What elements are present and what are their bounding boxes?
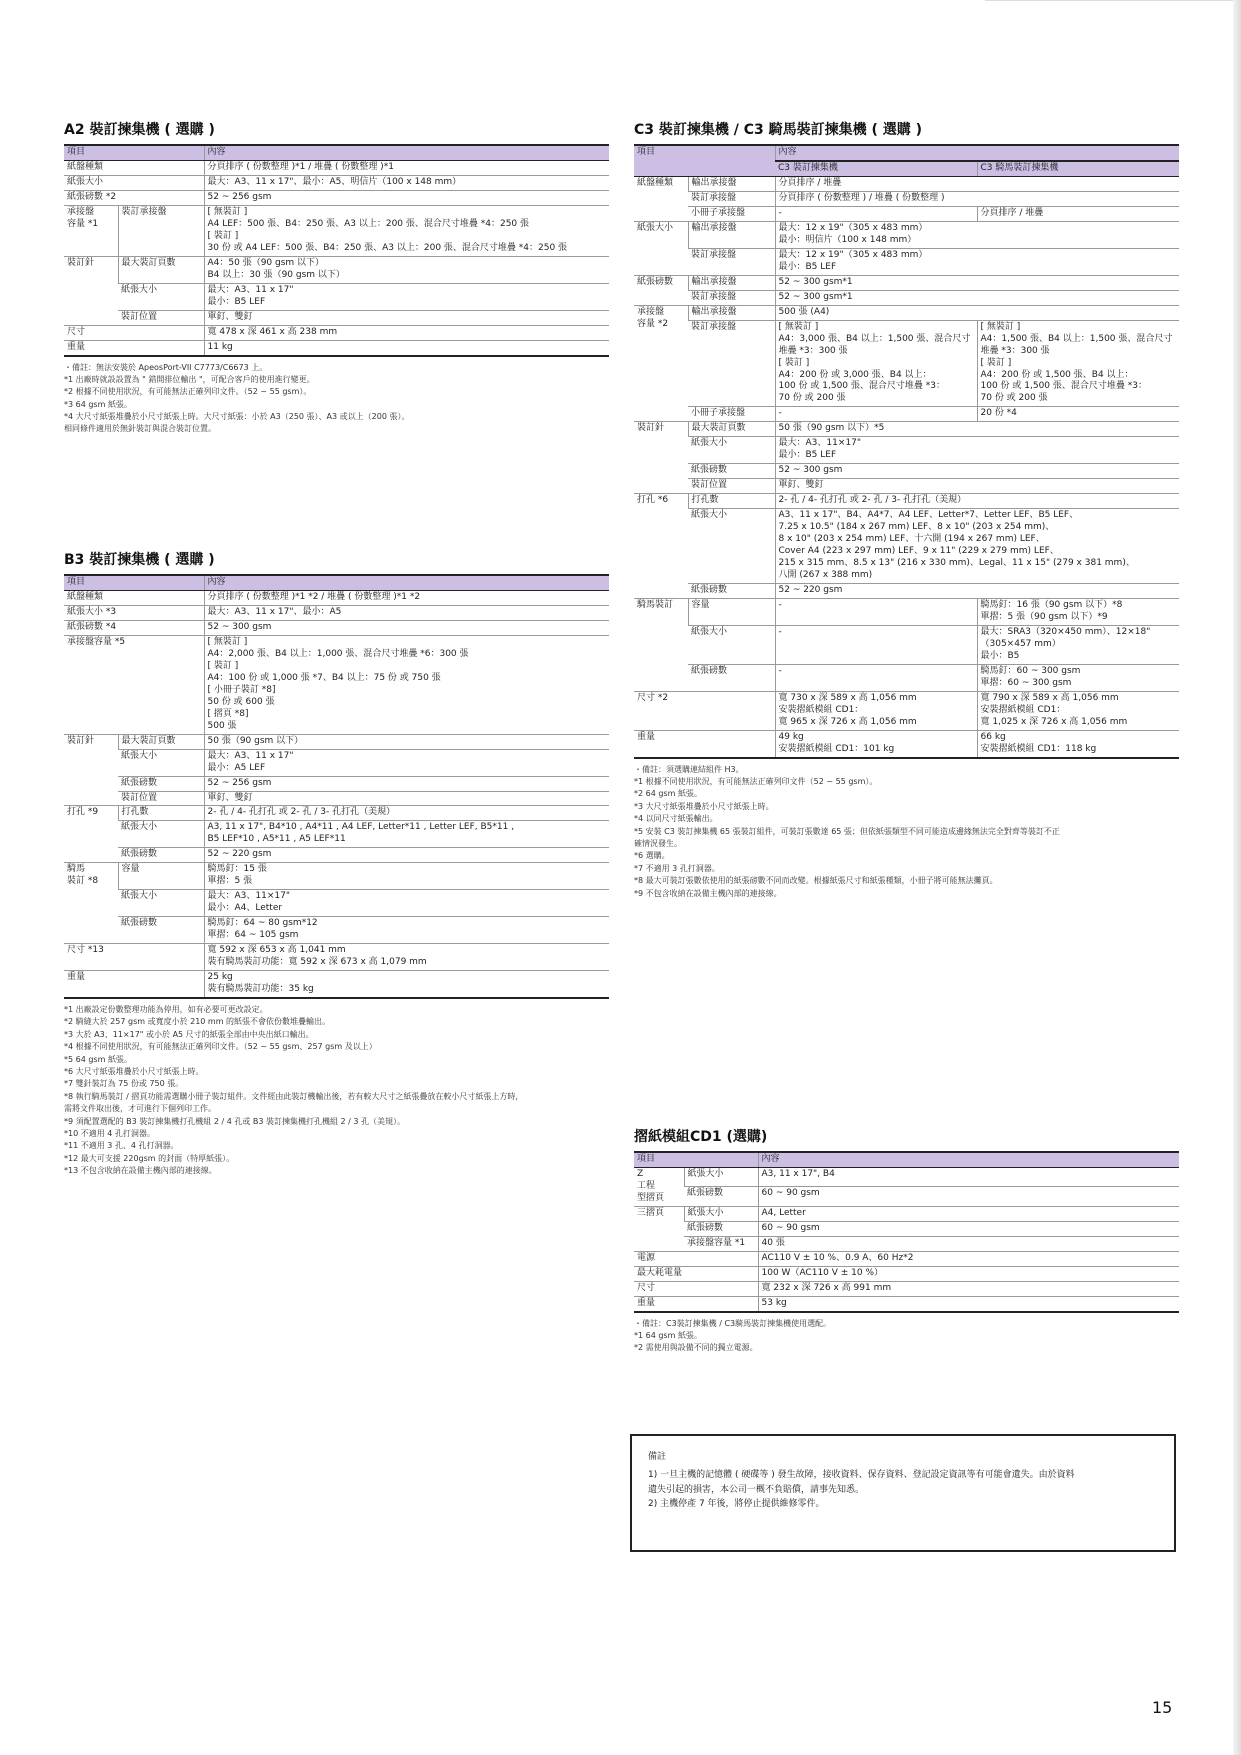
- footnote: *4 大尺寸紙張堆疊於小尺寸紙張上時。大尺寸紙張：小於 A3（250 張）、A3 或以上（200 張）。 相同條件適用於無針裝訂與混合裝訂位置。: [64, 412, 410, 434]
- table-cell: 騎馬 裝訂 *8: [64, 863, 118, 944]
- table-row: [634, 584, 1179, 599]
- table-cell: 重量: [64, 340, 204, 355]
- table-row: [634, 730, 1179, 757]
- footnote: *1 64 gsm 紙張。: [634, 1331, 702, 1341]
- table-cell: 承接盤 容量 *1: [64, 205, 118, 256]
- footnote: *4 根據不同使用狀況，有可能無法正確列印文件。（52 ~ 55 gsm、257 gsm 及以上）: [64, 1042, 377, 1052]
- table-cell: 輸出承接盤: [688, 176, 775, 191]
- table-cell: 輸出承接盤: [688, 221, 775, 248]
- table-header-row: [634, 1152, 1179, 1167]
- table-row: [64, 776, 609, 791]
- table-cell: C3 裝訂揀集機: [775, 161, 977, 176]
- footnote: *2 騎縫大於 257 gsm 或寬度小於 210 mm 的紙張不會依份數堆疊輸出。: [64, 1017, 331, 1027]
- table-cell: 最大裝訂頁數: [118, 256, 204, 283]
- table-cell: [ 無裝訂 ] A4：2,000 張、B4 以上：1,000 張、混合尺寸堆疊 *6：300 張 [ 裝訂 ] A4：100 份 或 1,000 張 *7、B4 以上：75 份 或 750 張 [ 小冊子裝訂 *8] 50 份 或 600 張 [ 摺頁 *8] 500 張: [204, 635, 609, 734]
- table-cell: 分頁排序 ( 份數整理 )*1 *2 / 堆疊 ( 份數整理 )*1 *2: [204, 590, 609, 605]
- table-cell: 裝訂承接盤: [688, 191, 775, 206]
- table-row: [634, 176, 1179, 191]
- table-row: [64, 806, 609, 821]
- table-cell: 52 ~ 300 gsm: [775, 464, 1179, 479]
- table-cell: 裝訂位置: [118, 791, 204, 806]
- footnote: *10 不適用 4 孔打洞器。: [64, 1128, 155, 1138]
- table-cell: 項目: [634, 145, 775, 176]
- table-row: [634, 248, 1179, 275]
- table-cell: 40 張: [758, 1236, 1179, 1251]
- c3-footnotes: [634, 764, 1179, 900]
- footnote: *4 以同尺寸紙張輸出。: [634, 814, 718, 824]
- table-cell: 電源: [634, 1251, 758, 1266]
- table-cell: 承接盤容量 *1: [684, 1236, 758, 1251]
- table-cell: 紙張大小: [688, 509, 775, 584]
- table-cell: 最大：12 x 19"（305 x 483 mm） 最小：明信片（100 x 148 mm）: [775, 221, 1179, 248]
- table-cell: [ 無裝訂 ] A4：3,000 張、B4 以上：1,500 張、混合尺寸堆疊 *3：300 張 [ 裝訂 ] A4：200 份 或 3,000 張、B4 以上： 100 份 或 1,500 張、混合尺寸堆疊 *3： 70 份 或 200 張: [775, 320, 977, 407]
- table-cell: 單釘、雙釘: [204, 310, 609, 325]
- table-row: [634, 275, 1179, 290]
- table-row: [64, 917, 609, 944]
- table-row: [634, 664, 1179, 691]
- b3-footnotes: [64, 1004, 609, 1177]
- table-row: [634, 422, 1179, 437]
- table-cell: 寬 790 x 深 589 x 高 1,056 mm 安裝摺紙模組 CD1： 寬 1,025 x 深 726 x 高 1,056 mm: [977, 691, 1179, 730]
- cd1-folder-title: 摺紙模組CD1 (選購): [634, 1129, 768, 1145]
- table-cell: 項目: [64, 145, 204, 160]
- table-cell: 寬 478 x 深 461 x 高 238 mm: [204, 325, 609, 340]
- table-row: [64, 749, 609, 776]
- table-cell: 最大：A3、11 x 17" 最小：B5 LEF: [204, 283, 609, 310]
- a2-spec-table: [64, 144, 609, 357]
- table-row: [634, 407, 1179, 422]
- table-row: [634, 509, 1179, 584]
- table-row: [634, 1206, 1179, 1221]
- table-cell: 紙張磅數: [118, 776, 204, 791]
- table-cell: 騎馬釘：15 張 單摺：5 張: [204, 863, 609, 890]
- footnote: *3 大尺寸紙張堆疊於小尺寸紙張上時。: [634, 801, 774, 811]
- footnote: *3 大於 A3、11×17" 或小於 A5 尺寸的紙張全部由中央出紙口輸出。: [64, 1029, 314, 1039]
- table-cell: 三摺頁: [634, 1206, 684, 1251]
- table-cell: 最大裝訂頁數: [688, 422, 775, 437]
- table-row: [634, 437, 1179, 464]
- footnote: *6 選購。: [634, 851, 670, 861]
- table-cell: 分頁排序 ( 份數整理 )*1 / 堆疊 ( 份數整理 )*1: [204, 160, 609, 175]
- table-cell: 騎馬釘：16 張（90 gsm 以下）*8 單摺：5 張（90 gsm 以下）*9: [977, 598, 1179, 625]
- table-cell: 500 張 (A4): [775, 305, 1179, 320]
- table-cell: 尺寸 *13: [64, 944, 204, 971]
- table-row: [634, 206, 1179, 221]
- footnote: ・備註：須選購連結組件 H3。: [634, 764, 744, 774]
- table-cell: 紙張磅數 *2: [64, 190, 204, 205]
- table-cell: AC110 V ± 10 %、0.9 A、60 Hz*2: [758, 1251, 1179, 1266]
- table-cell: 紙張大小: [684, 1206, 758, 1221]
- table-cell: 單釘、雙釘: [204, 791, 609, 806]
- table-cell: 紙張大小: [118, 749, 204, 776]
- table-cell: 裝訂承接盤: [118, 205, 204, 256]
- remarks-title: 備註: [648, 1452, 667, 1462]
- table-cell: [ 無裝訂 ] A4：1,500 張、B4 以上：1,500 張、混合尺寸堆疊 *3：300 張 [ 裝訂 ] A4：200 份 或 1,500 張、B4 以上： 100 份 或 1,500 張、混合尺寸堆疊 *3： 70 份 或 200 張: [977, 320, 1179, 407]
- b3-finisher-section: [64, 549, 609, 1178]
- remarks-item: 1) 一旦主機的記憶體 ( 硬碟等 ) 發生故障，接收資料、保存資料、登記設定資訊等有可能會遺失。由於資料 遺失引起的損害，本公司一概不負賠償，請事先知悉。: [648, 1470, 1075, 1495]
- table-row: [634, 1167, 1179, 1186]
- page-number: 15: [1152, 1698, 1173, 1717]
- table-cell: 25 kg 裝有騎馬裝訂功能：35 kg: [204, 971, 609, 998]
- table-cell: 紙張磅數: [688, 464, 775, 479]
- table-cell: 49 kg 安裝摺紙模組 CD1：101 kg: [775, 730, 977, 757]
- table-cell: 裝訂位置: [118, 310, 204, 325]
- table-cell: 打孔數: [118, 806, 204, 821]
- table-row: [64, 605, 609, 620]
- table-row: [634, 598, 1179, 625]
- table-row: [634, 305, 1179, 320]
- footnote: ・備註：無法安裝於 ApeosPort-VII C7773/C6673 上。: [64, 362, 268, 372]
- table-cell: 內容: [204, 575, 609, 590]
- table-row: [634, 320, 1179, 407]
- b3-spec-table: [64, 574, 609, 999]
- table-cell: 最大：A3、11×17" 最小：B5 LEF: [775, 437, 1179, 464]
- table-cell: 裝訂承接盤: [688, 290, 775, 305]
- table-cell: -: [775, 664, 977, 691]
- table-row: [634, 1281, 1179, 1296]
- table-cell: 紙張磅數: [634, 275, 688, 305]
- table-cell: 項目: [634, 1152, 758, 1167]
- c3-finisher-title: C3 裝訂揀集機 / C3 騎馬裝訂揀集機 ( 選購 ): [634, 122, 923, 138]
- remarks-box: [630, 1434, 1176, 1552]
- table-row: [64, 635, 609, 734]
- table-cell: 最大：A3、11 x 17" 最小：A5 LEF: [204, 749, 609, 776]
- table-cell: -: [775, 206, 977, 221]
- table-row: [64, 620, 609, 635]
- table-cell: 紙盤種類: [64, 590, 204, 605]
- c3-spec-table: [634, 144, 1179, 759]
- table-cell: [ 無裝訂 ] A4 LEF：500 張、B4：250 張、A3 以上：200 張、混合尺寸堆疊 *4：250 張 [ 裝訂 ] 30 份 或 A4 LEF：500 張、B4：250 張、A3 以上：200 張、混合尺寸堆疊 *4：250 張: [204, 205, 609, 256]
- table-row: [64, 190, 609, 205]
- table-cell: 2- 孔 / 4- 孔打孔 或 2- 孔 / 3- 孔打孔（美規）: [775, 494, 1179, 509]
- remarks-item: 2) 主機停產 7 年後，將停止提供維修零件。: [648, 1499, 825, 1510]
- cd1-folder-section: [634, 1126, 1179, 1355]
- table-cell: 騎馬裝訂: [634, 598, 688, 691]
- a2-finisher-section: [64, 119, 609, 436]
- table-cell: 20 份 *4: [977, 407, 1179, 422]
- table-cell: 打孔數: [688, 494, 775, 509]
- table-row: [64, 821, 609, 848]
- table-row: [64, 944, 609, 971]
- table-row: [634, 191, 1179, 206]
- footnote: *8 最大可裝訂張數依使用的紙張磅數不同而改變。根據紙張尺寸和紙張種類，小冊子將可能無法攤頁。: [634, 876, 998, 886]
- table-cell: 小冊子承接盤: [688, 206, 775, 221]
- table-cell: 裝訂針: [64, 256, 118, 325]
- table-cell: 52 ~ 220 gsm: [204, 848, 609, 863]
- table-row: [634, 494, 1179, 509]
- table-row: [64, 256, 609, 283]
- table-cell: 紙盤種類: [634, 176, 688, 221]
- table-row: [64, 325, 609, 340]
- table-cell: 紙張大小: [118, 821, 204, 848]
- table-cell: 打孔 *6: [634, 494, 688, 599]
- page-right-edge-shadow: [1233, 0, 1241, 1755]
- table-row: [634, 464, 1179, 479]
- cd1-spec-table: [634, 1151, 1179, 1313]
- footnote: *1 出廠設定份數整理功能為停用，如有必要可更改設定。: [64, 1005, 268, 1015]
- table-row: [64, 791, 609, 806]
- table-cell: C3 騎馬裝訂揀集機: [977, 161, 1179, 176]
- c3-finisher-section: [634, 119, 1179, 900]
- table-cell: 紙張大小: [688, 625, 775, 664]
- table-cell: 50 張（90 gsm 以下）*5: [775, 422, 1179, 437]
- table-cell: 紙張大小: [684, 1167, 758, 1186]
- table-cell: 紙盤種類: [64, 160, 204, 175]
- table-cell: 重量: [64, 971, 204, 998]
- table-cell: 60 ~ 90 gsm: [758, 1187, 1179, 1206]
- footnote: *2 需使用與設備不同的獨立電源。: [634, 1343, 758, 1353]
- table-header-row: [64, 145, 609, 160]
- table-row: [64, 205, 609, 256]
- table-cell: 60 ~ 90 gsm: [758, 1221, 1179, 1236]
- table-cell: A4, Letter: [758, 1206, 1179, 1221]
- table-cell: 50 張（90 gsm 以下）: [204, 734, 609, 749]
- table-cell: A3、11 x 17"、B4、A4*7、A4 LEF、Letter*7、Letter LEF、B5 LEF、 7.25 x 10.5" (184 x 267 mm) LEF、8 x 10" (203 x 254 mm)、 8 x 10" (203 x 254 mm) LEF、十六開 (194 x 267 mm) LEF、 Cover A4 (223 x 297 mm) LEF、9 x 11" (229 x 279 mm) LEF、 215 x 315 mm、8.5 x 13" (216 x 330 mm)、Legal、11 x 15" (279 x 381 mm)、 八開 (267 x 388 mm): [775, 509, 1179, 584]
- table-cell: 52 ~ 220 gsm: [775, 584, 1179, 599]
- footnote: *8 執行騎馬裝訂 / 摺頁功能需選購小冊子裝訂組件。文件經由此裝訂機輸出後，若有較大尺寸之紙張疊放在較小尺寸紙張上方時， 需將文件取出後，才可進行下個列印工作。: [64, 1091, 524, 1114]
- table-cell: 裝訂針: [634, 422, 688, 494]
- table-cell: 寬 232 x 深 726 x 高 991 mm: [758, 1281, 1179, 1296]
- table-row: [64, 310, 609, 325]
- table-cell: 承接盤 容量 *2: [634, 305, 688, 422]
- table-cell: -: [775, 407, 977, 422]
- table-cell: 內容: [758, 1152, 1179, 1167]
- table-row: [634, 1251, 1179, 1266]
- table-row: [634, 1296, 1179, 1311]
- table-cell: A3, 11 x 17", B4: [758, 1167, 1179, 1186]
- table-cell: 紙張大小 *3: [64, 605, 204, 620]
- footnote: *7 雙針裝訂為 75 份或 750 張。: [64, 1079, 184, 1089]
- table-row: [64, 848, 609, 863]
- table-cell: 100 W（AC110 V ± 10 %）: [758, 1266, 1179, 1281]
- table-row: [634, 290, 1179, 305]
- table-cell: 輸出承接盤: [688, 275, 775, 290]
- table-cell: 最大：A3、11 x 17"、最小：A5: [204, 605, 609, 620]
- table-cell: 紙張磅數: [684, 1187, 758, 1206]
- table-cell: 項目: [64, 575, 204, 590]
- table-cell: 11 kg: [204, 340, 609, 355]
- footnote: *2 根據不同使用狀況，有可能無法正確列印文件。（52 ~ 55 gsm）。: [64, 387, 312, 397]
- table-cell: 66 kg 安裝摺紙模組 CD1：118 kg: [977, 730, 1179, 757]
- table-cell: 紙張磅數 *4: [64, 620, 204, 635]
- footnote: *5 64 gsm 紙張。: [64, 1054, 132, 1064]
- table-cell: 小冊子承接盤: [688, 407, 775, 422]
- table-cell: 最大：A3、11 x 17"、最小：A5、明信片（100 x 148 mm）: [204, 175, 609, 190]
- table-cell: 紙張大小: [634, 221, 688, 275]
- table-row: [634, 1266, 1179, 1281]
- table-cell: 紙張磅數: [688, 584, 775, 599]
- footnote: *11 不適用 3 孔、4 孔打洞器。: [64, 1141, 179, 1151]
- table-cell: 重量: [634, 1296, 758, 1311]
- table-row: [634, 625, 1179, 664]
- table-cell: 分頁排序 / 堆疊: [775, 176, 1179, 191]
- table-header-row: [634, 145, 1179, 161]
- top-edge-line: [985, 0, 1241, 1]
- table-cell: 裝訂位置: [688, 479, 775, 494]
- table-cell: 52 ~ 300 gsm*1: [775, 275, 1179, 290]
- table-row: [634, 1187, 1179, 1206]
- table-cell: 52 ~ 300 gsm*1: [775, 290, 1179, 305]
- cd1-footnotes: [634, 1318, 1179, 1355]
- table-row: [634, 1221, 1179, 1236]
- table-cell: 分頁排序 ( 份數整理 ) / 堆疊 ( 份數整理 ): [775, 191, 1179, 206]
- table-cell: 騎馬釘：64 ~ 80 gsm*12 單摺：64 ~ 105 gsm: [204, 917, 609, 944]
- table-cell: -: [775, 598, 977, 625]
- table-cell: 53 kg: [758, 1296, 1179, 1311]
- footnote: *3 64 gsm 紙張。: [64, 399, 132, 409]
- footnote: *6 大尺寸紙張堆疊於小尺寸紙張上時。: [64, 1066, 204, 1076]
- table-cell: 2- 孔 / 4- 孔打孔 或 2- 孔 / 3- 孔打孔（美規）: [204, 806, 609, 821]
- table-cell: 內容: [204, 145, 609, 160]
- table-row: [634, 1236, 1179, 1251]
- table-row: [634, 479, 1179, 494]
- table-cell: 紙張大小: [118, 283, 204, 310]
- table-cell: 紙張大小: [64, 175, 204, 190]
- table-cell: 裝訂承接盤: [688, 320, 775, 407]
- table-cell: 紙張磅數: [118, 917, 204, 944]
- table-cell: 重量: [634, 730, 775, 757]
- table-cell: 裝訂針: [64, 734, 118, 806]
- table-cell: 騎馬釘：60 ~ 300 gsm 單摺：60 ~ 300 gsm: [977, 664, 1179, 691]
- footnote: *7 不適用 3 孔打洞器。: [634, 863, 720, 873]
- table-cell: 紙張磅數: [118, 848, 204, 863]
- table-cell: 寬 730 x 深 589 x 高 1,056 mm 安裝摺紙模組 CD1： 寬 965 x 深 726 x 高 1,056 mm: [775, 691, 977, 730]
- footnote: *9 不包含收納在設備主機內部的連接線。: [634, 888, 782, 898]
- table-cell: 52 ~ 300 gsm: [204, 620, 609, 635]
- table-cell: A3, 11 x 17", B4*10 , A4*11 , A4 LEF, Letter*11 , Letter LEF, B5*11 , B5 LEF*10 , A5*11 , A5 LEF*11: [204, 821, 609, 848]
- table-cell: 打孔 *9: [64, 806, 118, 863]
- table-row: [64, 971, 609, 998]
- table-row: [64, 734, 609, 749]
- table-cell: 尺寸: [64, 325, 204, 340]
- table-cell: 尺寸: [634, 1281, 758, 1296]
- table-cell: 最大：SRA3（320×450 mm）、12×18" （305×457 mm） 最小：B5: [977, 625, 1179, 664]
- footnote: *5 安裝 C3 裝訂揀集機 65 張裝訂組件，可裝訂張數達 65 張；但依紙張類型不同可能造成邊緣無法完全對齊等裝訂不正 確情況發生。: [634, 826, 1060, 848]
- table-cell: 最大裝訂頁數: [118, 734, 204, 749]
- table-cell: 52 ~ 256 gsm: [204, 190, 609, 205]
- table-row: [64, 890, 609, 917]
- footnote: ・備註：C3裝訂揀集機 / C3騎馬裝訂揀集機使用選配。: [634, 1318, 832, 1328]
- table-row: [64, 160, 609, 175]
- table-cell: 寬 592 x 深 653 x 高 1,041 mm 裝有騎馬裝訂功能：寬 592 x 深 673 x 高 1,079 mm: [204, 944, 609, 971]
- table-cell: 尺寸 *2: [634, 691, 775, 730]
- footnote: *1 出廠時就設設置為 " 錯開排位輸出 "，可配合客戶的使用進行變更。: [64, 374, 315, 384]
- table-cell: 最大：A3、11×17" 最小：A4、Letter: [204, 890, 609, 917]
- table-cell: 單釘、雙釘: [775, 479, 1179, 494]
- footnote: *9 須配置選配的 B3 裝訂揀集機打孔機組 2 / 4 孔或 B3 裝訂揀集機打孔機組 2 / 3 孔（美規）。: [64, 1116, 406, 1126]
- table-cell: 內容: [775, 145, 1179, 161]
- table-row: [64, 863, 609, 890]
- footnote: *13 不包含收納在設備主機內部的連接線。: [64, 1166, 217, 1176]
- footnote: *12 最大可支援 220gsm 的封面（特厚紙張）。: [64, 1153, 235, 1163]
- table-row: [64, 340, 609, 355]
- table-cell: -: [775, 625, 977, 664]
- table-cell: 紙張磅數: [688, 664, 775, 691]
- table-cell: 紙張大小: [688, 437, 775, 464]
- table-row: [64, 283, 609, 310]
- table-cell: 容量: [688, 598, 775, 625]
- table-cell: Z 工程 型摺頁: [634, 1167, 684, 1206]
- table-header-row: [64, 575, 609, 590]
- table-cell: A4：50 張（90 gsm 以下） B4 以上：30 張（90 gsm 以下）: [204, 256, 609, 283]
- table-cell: 最大耗電量: [634, 1266, 758, 1281]
- footnote: *1 根據不同使用狀況，有可能無法正確列印文件（52 ~ 55 gsm）。: [634, 776, 878, 786]
- table-cell: 容量: [118, 863, 204, 890]
- table-cell: 52 ~ 256 gsm: [204, 776, 609, 791]
- table-row: [64, 590, 609, 605]
- table-row: [634, 221, 1179, 248]
- table-row: [634, 691, 1179, 730]
- table-cell: 承接盤容量 *5: [64, 635, 204, 734]
- a2-finisher-title: A2 裝訂揀集機 ( 選購 ): [64, 122, 215, 138]
- a2-footnotes: [64, 362, 609, 436]
- table-cell: 輸出承接盤: [688, 305, 775, 320]
- table-cell: 最大：12 x 19"（305 x 483 mm） 最小：B5 LEF: [775, 248, 1179, 275]
- b3-finisher-title: B3 裝訂揀集機 ( 選購 ): [64, 552, 215, 568]
- table-row: [64, 175, 609, 190]
- footnote: *2 64 gsm 紙張。: [634, 789, 702, 799]
- table-cell: 紙張大小: [118, 890, 204, 917]
- table-cell: 裝訂承接盤: [688, 248, 775, 275]
- table-cell: 紙張磅數: [684, 1221, 758, 1236]
- table-cell: 分頁排序 / 堆疊: [977, 206, 1179, 221]
